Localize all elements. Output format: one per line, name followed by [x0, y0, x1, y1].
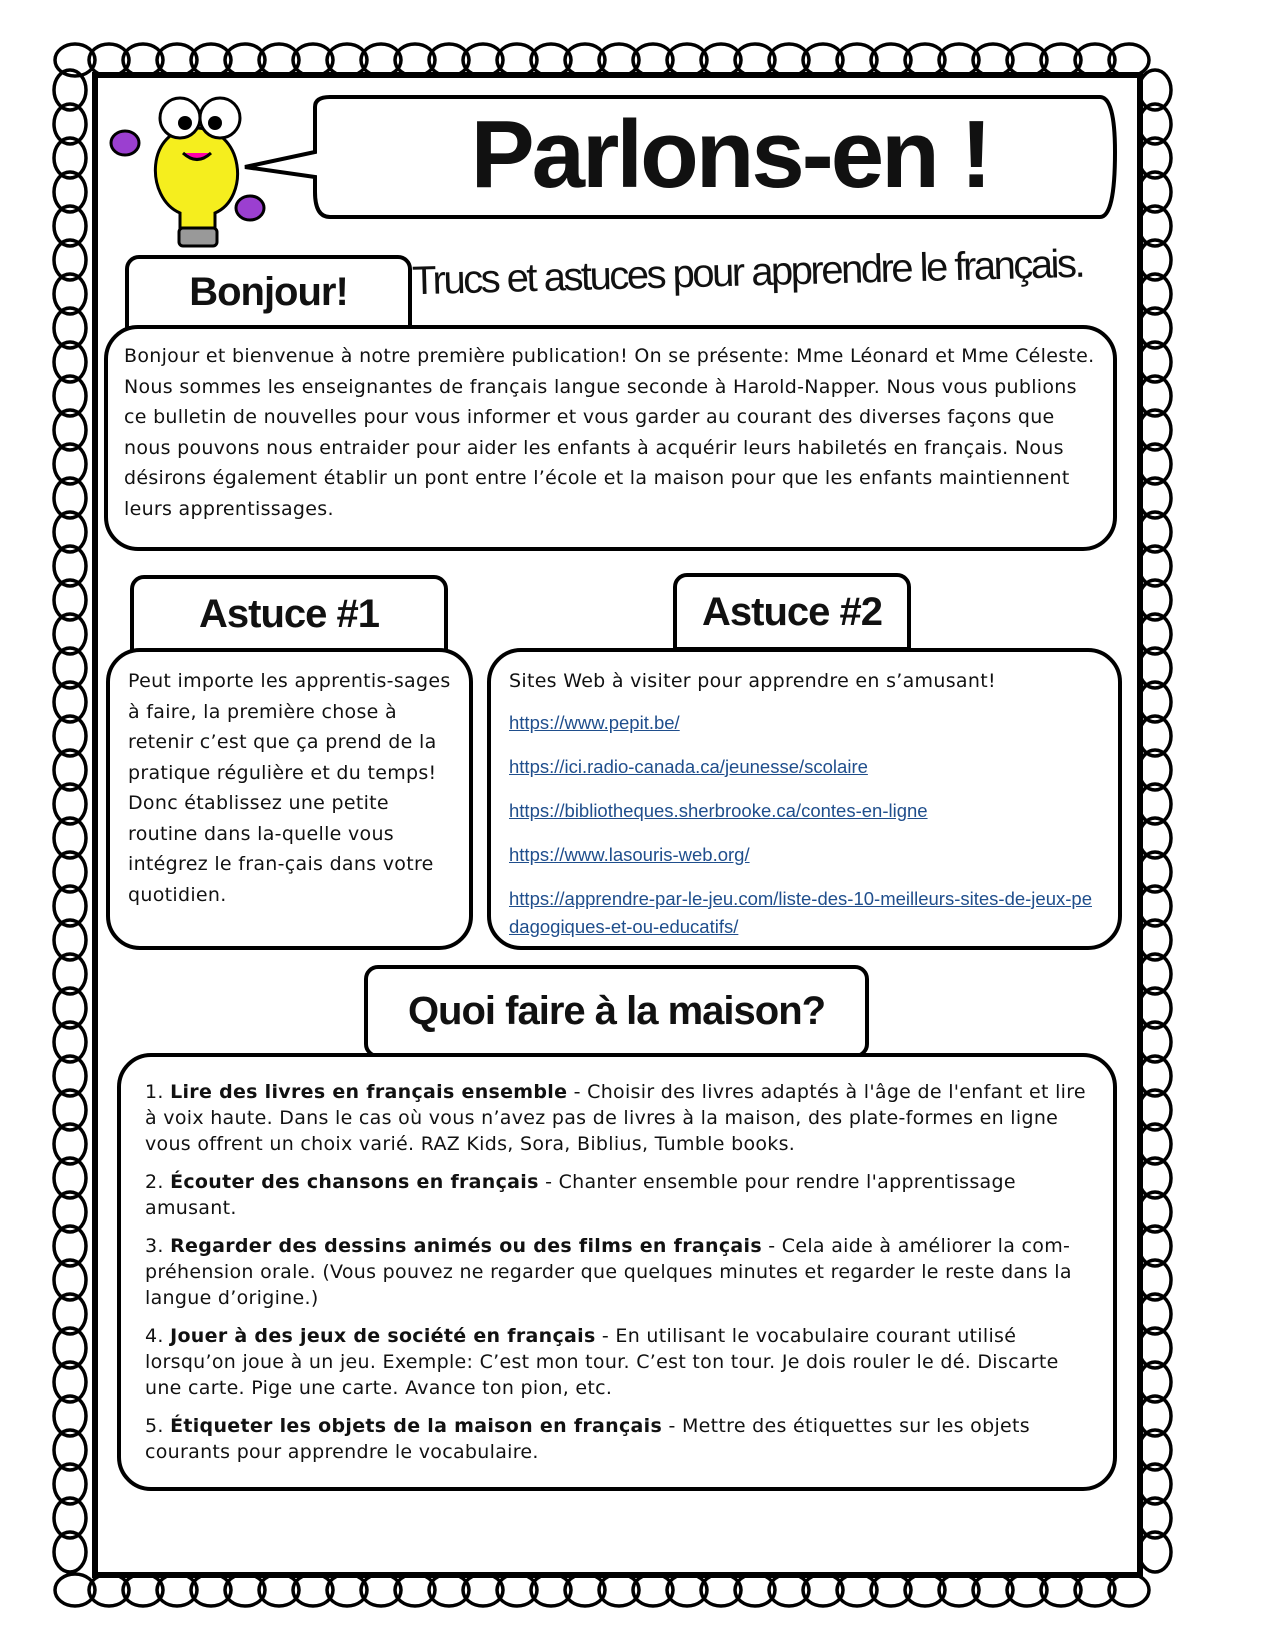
- item-number: 5.: [145, 1415, 164, 1437]
- tip2-section: [487, 648, 1122, 950]
- newsletter-subtitle: Trucs et astuces pour apprendre le français.: [411, 241, 1084, 304]
- tip1-section: [106, 648, 473, 950]
- tip1-heading: Astuce #1: [130, 575, 448, 653]
- intro-text: Bonjour et bienvenue à notre première publication! On se présente: Mme Léonard et Mme Céleste. Nous sommes les enseignantes de français langue seconde à Harold-Napper. Nous vous publions ce bulletin de nouvelles pour vous informer et vous garder au courant des diverses façons que nous pouvons nous entraider pour aider les enfants à acquérir leurs habiletés en français. Nous désirons également établir un pont entre l’école et la maison pour que les enfants maintiennent leurs apprentissages.: [124, 345, 1095, 520]
- item-text: - Chanter ensemble pour rendre l'apprentissage amusant.: [145, 1171, 1016, 1219]
- home-activity-item: [145, 1169, 1089, 1221]
- tip2-intro: Sites Web à visiter pour apprendre en s’amusant!: [509, 670, 996, 692]
- tip2-heading: Astuce #2: [673, 573, 911, 651]
- home-section: [117, 1053, 1117, 1491]
- home-activity-item: [145, 1413, 1089, 1465]
- item-number: 1.: [145, 1081, 164, 1103]
- home-activity-list: [145, 1079, 1089, 1465]
- item-text: - Cela aide à améliorer la com-préhension orale. (Vous pouvez ne regarder que quelques minutes et regarder le reste dans la langue d’origine.): [145, 1235, 1072, 1309]
- intro-heading: Bonjour!: [125, 255, 412, 330]
- website-links: [509, 709, 1100, 941]
- item-text: - Mettre des étiquettes sur les objets courants pour apprendre le vocabulaire.: [145, 1415, 1030, 1463]
- link-sherbrooke[interactable]: https://bibliotheques.sherbrooke.ca/contes-en-ligne: [509, 799, 928, 821]
- intro-section: [104, 325, 1117, 551]
- home-activity-item: [145, 1323, 1089, 1401]
- item-number: 2.: [145, 1171, 164, 1193]
- item-text: - Choisir des livres adaptés à l'âge de l'enfant et lire à voix haute. Dans le cas où vous n’avez pas de livres à la maison, des plate-formes en ligne vous offrent un choix varié. RAZ Kids, Sora, Biblius, Tumble books.: [145, 1081, 1086, 1155]
- item-text: - En utilisant le vocabulaire courant utilisé lorsqu’on joue à un jeu. Exemple: C’est mon tour. C’est ton tour. Je dois rouler le dé. Discarte une carte. Pige une carte. Avance ton pion, etc.: [145, 1325, 1059, 1399]
- home-activity-item: [145, 1233, 1089, 1311]
- home-activity-item: [145, 1079, 1089, 1157]
- item-title: Regarder des dessins animés ou des films en français: [170, 1235, 762, 1257]
- item-number: 4.: [145, 1325, 164, 1347]
- newsletter-title: Parlons-en !: [470, 101, 990, 208]
- link-lasouris[interactable]: https://www.lasouris-web.org/: [509, 843, 750, 865]
- link-apprendre-par-le-jeu[interactable]: https://apprendre-par-le-jeu.com/liste-des-10-meilleurs-sites-de-jeux-pedagogiques-et-ou-educatifs/: [509, 887, 1092, 937]
- home-heading: Quoi faire à la maison?: [364, 965, 869, 1058]
- item-title: Étiqueter les objets de la maison en français: [170, 1415, 663, 1437]
- item-title: Jouer à des jeux de société en français: [170, 1325, 596, 1347]
- item-title: Écouter des chansons en français: [170, 1171, 539, 1193]
- link-radio-canada[interactable]: https://ici.radio-canada.ca/jeunesse/scolaire: [509, 755, 868, 777]
- item-title: Lire des livres en français ensemble: [170, 1081, 568, 1103]
- link-pepit[interactable]: https://www.pepit.be/: [509, 711, 680, 733]
- item-number: 3.: [145, 1235, 164, 1257]
- tip1-text: Peut importe les apprentis-sages à faire, la première chose à retenir c’est que ça prend de la pratique régulière et du temps! Donc établissez une petite routine dans la-quelle vous intégrez le fran-çais dans votre quotidien.: [128, 670, 451, 906]
